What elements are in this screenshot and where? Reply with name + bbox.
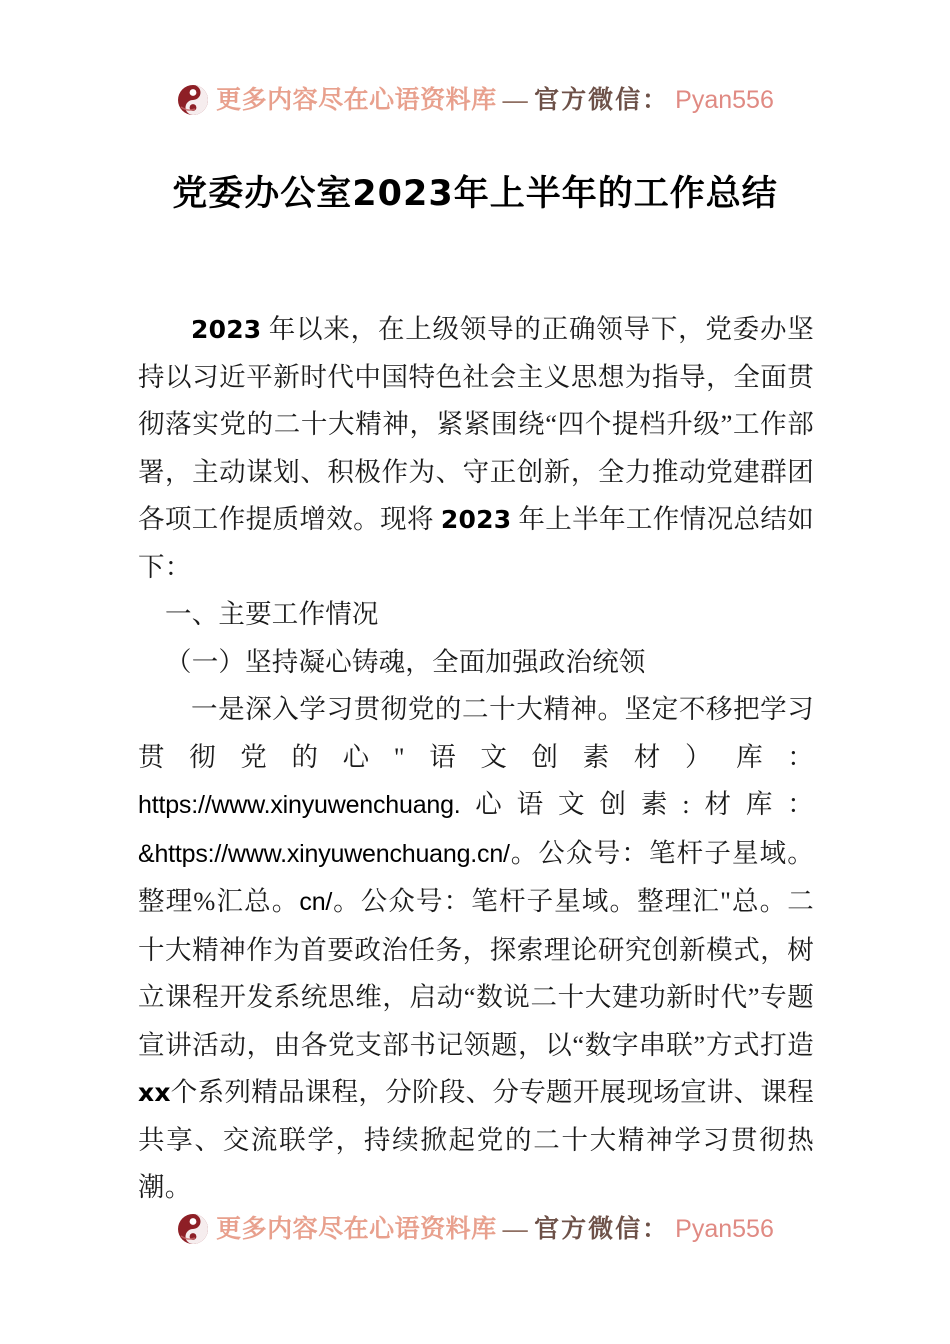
inline-text: 一是深入学习贯彻党的二十大精神。坚定不移把学习贯彻党的心"语文创素材）库： bbox=[138, 694, 814, 772]
watermark-handle: Pyan556 bbox=[675, 85, 774, 114]
inline-text: 年以来，在上级领导的正确领导下，党委办坚持以习近平新时代中国特色社会主义思想为指导，全面贯彻落实党的二十大精神，紧紧围绕“四个提档升级”工作部署，主动谋划、积极作为、守正创新，全力推动党建群团各项工作提质增效。现将 bbox=[138, 314, 814, 534]
inline-number: 2023 bbox=[191, 315, 262, 344]
paragraph-intro bbox=[138, 306, 814, 591]
yinyang-fish-logo-icon bbox=[176, 83, 210, 117]
watermark-primary-text: 更多内容尽在心语资料库 bbox=[216, 86, 497, 114]
inline-text: 一、主要工作情况 bbox=[165, 599, 379, 629]
page-title: 党委办公室2023年上半年的工作总结 bbox=[172, 174, 778, 214]
inline-url: https://www.xinyuwenchuang. bbox=[138, 791, 461, 819]
watermark-header bbox=[0, 83, 950, 117]
watermark-secondary-text: 官方微信： bbox=[534, 86, 670, 114]
heading-section-1-1 bbox=[138, 639, 814, 687]
watermark-dash: — bbox=[502, 1215, 529, 1243]
inline-url: &https://www.xinyuwenchuang.cn/ bbox=[138, 839, 510, 868]
yinyang-fish-logo-icon bbox=[176, 1212, 210, 1246]
inline-number: xx bbox=[138, 1078, 171, 1107]
heading-section-1 bbox=[138, 591, 814, 639]
inline-text: 年上半年工作情况总结如下： bbox=[138, 504, 814, 582]
inline-text: 个系列精品课程，分阶段、分专题开展现场宣讲、课程共享、交流联学，持续掀起党的二十大精神学习贯彻热潮。 bbox=[138, 1077, 814, 1202]
inline-text: （一）坚持凝心铸魂，全面加强政治统领 bbox=[165, 646, 646, 677]
watermark-footer bbox=[0, 1212, 950, 1246]
inline-url: cn/ bbox=[299, 888, 333, 916]
watermark-primary-text: 更多内容尽在心语资料库 bbox=[216, 1215, 497, 1243]
watermark-secondary-text: 官方微信： bbox=[534, 1215, 670, 1243]
inline-text: 。公众号：笔杆子星域。整理汇"总。二十大精神作为首要政治任务，探索理论研究创新模式，树立课程开发系统思维，启动“数说二十大建功新时代”专题宣讲活动，由各党支部书记领题，以“数字串联”方式打造 bbox=[138, 886, 814, 1060]
inline-text: 心语文创素:材库： bbox=[460, 789, 814, 819]
watermark-handle: Pyan556 bbox=[675, 1214, 774, 1243]
inline-number: 2023 bbox=[440, 505, 512, 534]
watermark-dash: — bbox=[502, 86, 529, 114]
paragraph-body-1 bbox=[138, 686, 814, 1212]
inline-text: 。公众号：笔杆子星域。整理%汇总。 bbox=[138, 837, 814, 916]
document-body bbox=[138, 306, 814, 1212]
